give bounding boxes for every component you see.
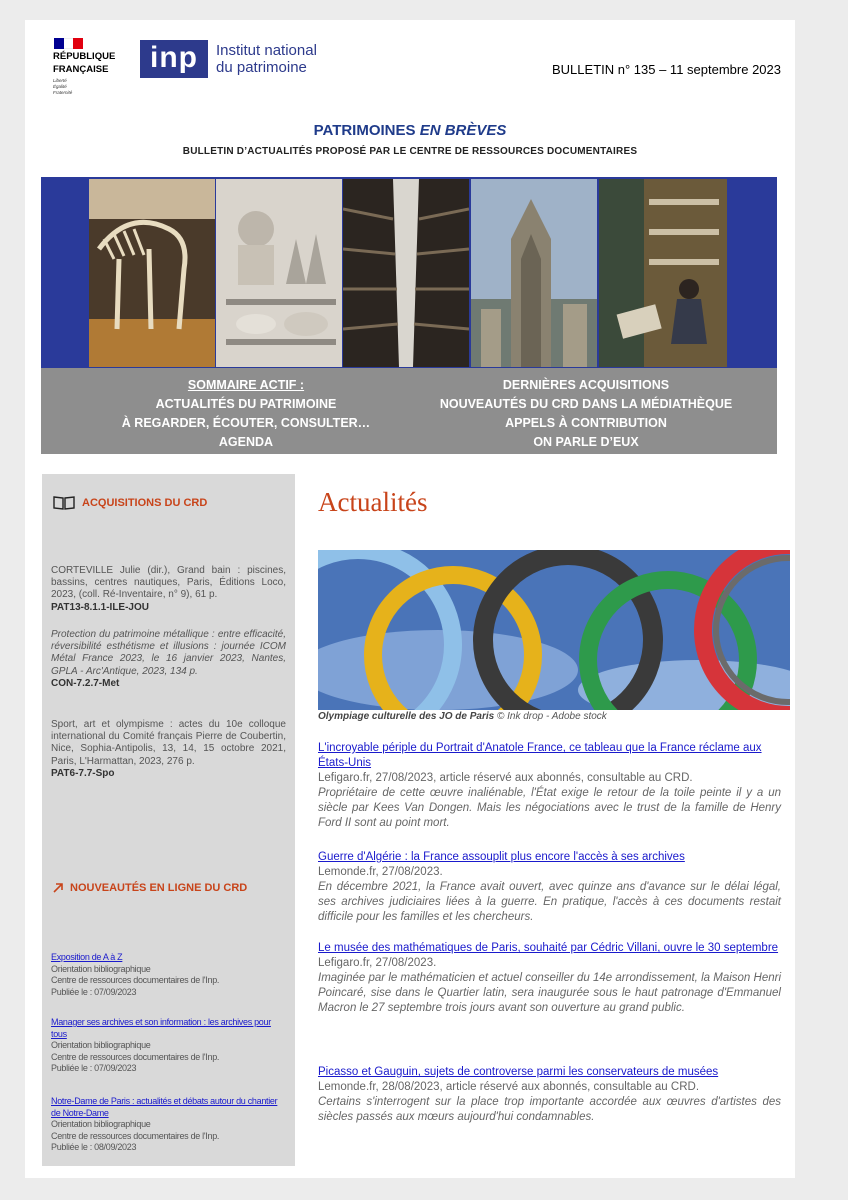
news-title-link[interactable]: Guerre d'Algérie : la France assouplit plus encore l'accès à ses archives	[318, 851, 685, 863]
summary-link-actualites[interactable]: ACTUALITÉS DU PATRIMOINE	[155, 397, 337, 411]
summary-menu	[41, 368, 777, 454]
summary-link-acquisitions[interactable]: DERNIÈRES ACQUISITIONS	[502, 378, 670, 392]
acquisition-item: CORTEVILLE Julie (dir.), Grand bain : piscines, bassins, centres nautiques, Paris, Éditions Loco, 2023, (coll. Ré-Inventaire, n° 9), 61 p. PAT13-8.1.1-ILE-JOU	[51, 565, 286, 613]
acquisitions-heading: ACQUISITIONS DU CRD	[52, 495, 207, 511]
news-title-link[interactable]: Picasso et Gauguin, sujets de controverse parmi les conservateurs de musées	[318, 1066, 719, 1078]
nouveaute-item: Manager ses archives et son information : les archives pour tous Orientation bibliographique Centre de ressources documentaires de l'Inp. Publiée le : 07/09/2023	[51, 1017, 286, 1075]
rf-line1: RÉPUBLIQUE	[53, 51, 116, 62]
page-subtitle: BULLETIN D’ACTUALITÉS PROPOSÉ PAR LE CENTRE DE RESSOURCES DOCUMENTAIRES	[182, 146, 638, 157]
summary-link-appels[interactable]: APPELS À CONTRIBUTION	[505, 416, 667, 430]
french-flag-icon	[54, 38, 83, 49]
news-source: Lefigaro.fr, 27/08/2023.	[318, 957, 437, 969]
bulletin-page	[25, 20, 795, 1178]
sculpture-storage-photo	[216, 179, 342, 367]
rf-motto: Liberté Égalité Fraternité	[53, 78, 73, 95]
nouveaute-item: Notre-Dame de Paris : actualités et débats autour du chantier de Notre-Dame Orientation bibliographique Centre de ressources documentaires de l'Inp. Publiée le : 08/09/2023	[51, 1096, 286, 1154]
summary-heading: SOMMAIRE ACTIF :	[187, 378, 305, 392]
summary-link-regarder[interactable]: À REGARDER, ÉCOUTER, CONSULTER…	[121, 416, 371, 430]
page-title: PATRIMOINES EN BRÈVES	[313, 122, 507, 139]
summary-link-on-parle[interactable]: ON PARLE D’EUX	[533, 435, 639, 449]
image-caption: Olympiage culturelle des JO de Paris © Ink drop - Adobe stock	[318, 711, 607, 722]
news-item	[318, 850, 781, 925]
book-icon	[52, 495, 76, 511]
nouveaute-link[interactable]: Notre-Dame de Paris : actualités et débats autour du chantier de Notre-Dame	[51, 1096, 278, 1118]
conservation-workshop-photo	[599, 179, 727, 367]
nouveaute-link[interactable]: Manager ses archives et son information : les archives pour tous	[51, 1017, 271, 1039]
section-heading-actualites: Actualités	[318, 487, 428, 517]
nouveaute-item: Exposition de A à Z Orientation bibliographique Centre de ressources documentaires de l'Inp. Publiée le : 07/09/2023	[51, 952, 286, 998]
inp-logo: inp	[140, 40, 208, 78]
news-abstract: En décembre 2021, la France avait ouvert, avec quinze ans d'avance sur le délai légal, ses archives judiciaires liées à la guerre. En pratique, l'accès à ces documents restait difficile pour les familles et les chercheurs.	[318, 881, 781, 923]
nouveautes-heading: NOUVEAUTÉS EN LIGNE DU CRD	[52, 882, 247, 894]
cathedral-spire-photo	[471, 179, 597, 367]
news-source: Lefigaro.fr, 27/08/2023, article réservé aux abonnés, consultable au CRD.	[318, 772, 693, 784]
summary-right	[421, 376, 751, 452]
news-abstract: Propriétaire de cette œuvre inaliénable, l'État exige le retour de la toile peinte il y a un siècle par Kees Van Dongen. Mais les négociations avec le trust de la famille de Henry Ford II sont au point mort.	[318, 787, 781, 829]
rf-line2: FRANÇAISE	[53, 64, 109, 75]
photo-banner	[41, 177, 777, 368]
sidebar	[42, 474, 295, 1166]
summary-left	[81, 376, 411, 452]
institut-name: Institut national du patrimoine	[216, 42, 317, 76]
news-title-link[interactable]: L'incroyable périple du Portrait d'Anatole France, ce tableau que la France réclame aux États-Unis	[318, 742, 762, 769]
news-abstract: Imaginée par le mathématicien et actuel conseiller du 14e arrondissement, la Maison Henri Poincaré, sise dans le Quartier latin, sera inaugurée sous le haut patronage d'Emmanuel Macron le 27 septembre trois jours avant son ouverture au grand public.	[318, 972, 781, 1014]
acquisition-item: Sport, art et olympisme : actes du 10e colloque international du Comité français Pierre de Coubertin, Nice, Sophia-Antipolis, 13, 14, 15 octobre 2021, Paris, L'Harmattan, 2023, 276 p. PAT6-7.7-Spo	[51, 719, 286, 779]
news-item	[318, 941, 781, 1016]
bulletin-number: BULLETIN n° 135 – 11 septembre 2023	[552, 62, 781, 77]
news-source: Lemonde.fr, 28/08/2023, article réservé aux abonnés, consultable au CRD.	[318, 1081, 700, 1093]
news-item	[318, 741, 781, 831]
summary-link-nouveautes[interactable]: NOUVEAUTÉS DU CRD DANS LA MÉDIATHÈQUE	[439, 397, 733, 411]
archives-shelves-photo	[343, 179, 469, 367]
acquisition-item: Protection du patrimoine métallique : entre efficacité, réversibilité esthétisme et illusions : journée ICOM Métal France 2023, le 16 janvier 2023, Nantes, GPLA - Arc'Antique, 2023, 134 p. CON-7.2.7-Met	[51, 629, 286, 689]
external-arrow-icon	[52, 882, 64, 894]
nouveaute-link[interactable]: Exposition de A à Z	[51, 952, 123, 962]
news-source: Lemonde.fr, 27/08/2023.	[318, 866, 443, 878]
news-abstract: Certains s'interrogent sur la place trop importante accordée aux œuvres d'artistes des siècles passés aux mœurs aujourd'hui condamnables.	[318, 1096, 781, 1123]
news-item	[318, 1065, 781, 1125]
news-title-link[interactable]: Le musée des mathématiques de Paris, souhaité par Cédric Villani, ouvre le 30 septembre	[318, 942, 779, 954]
museum-skeleton-photo	[89, 179, 215, 367]
summary-link-agenda[interactable]: AGENDA	[218, 435, 274, 449]
olympic-rings-photo	[318, 550, 790, 710]
republique-francaise-logo	[53, 38, 133, 96]
